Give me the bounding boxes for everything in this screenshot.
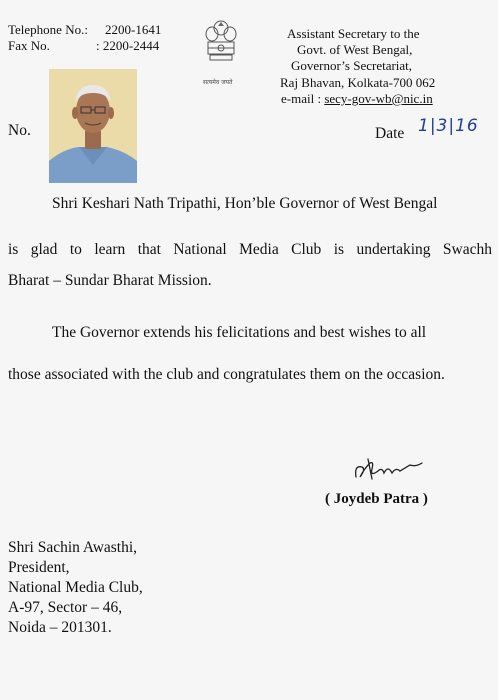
para1-line1: Shri Keshari Nath Tripathi, Hon’ble Governor of West Bengal [52,195,438,212]
word: National [173,241,227,258]
emblem-caption: सत्यमेव जयते [203,79,233,86]
date-label: Date [375,125,405,142]
word: undertaking [356,241,431,258]
word: Swachh [442,241,492,258]
national-emblem-icon [202,18,240,84]
word: learn [94,241,126,258]
word: Media [239,241,279,258]
recipient-line-2: President, [8,559,70,576]
word: to [69,241,82,258]
reference-no-label: No. [8,122,31,139]
telephone-value: 2200-1641 [105,22,162,37]
fax-label: Fax No. [8,38,50,53]
telephone-label: Telephone No.: [8,22,88,37]
para2-line1: The Governor extends his felicitations and best wishes to all [52,324,427,341]
email-label: e-mail : [281,91,325,106]
para1-line2 [8,240,492,260]
word: that [137,241,161,258]
recipient-line-1: Shri Sachin Awasthi, [8,539,138,556]
word: glad [30,241,58,258]
word: is [333,241,345,258]
fax-value: : 2200-2444 [96,38,160,53]
date-value: 1|3|16 [418,116,479,136]
address-line-3: Governor’s Secretariat, [291,58,413,73]
address-line-1: Assistant Secretary to the [287,26,420,41]
word: is [8,241,19,258]
signatory-name: ( Joydeb Patra ) [325,491,428,507]
recipient-line-4: A-97, Sector – 46, [8,599,123,616]
email-line [281,91,433,107]
email-link[interactable]: secy-gov-wb@nic.in [324,91,433,106]
word: Club [291,241,322,258]
recipient-line-5: Noida – 201301. [8,619,112,636]
signature [352,455,432,485]
governor-portrait [49,69,137,183]
recipient-line-3: National Media Club, [8,579,143,596]
para2-line2: those associated with the club and congratulates them on the occasion. [8,366,445,383]
address-line-2: Govt. of West Bengal, [297,42,413,57]
para1-line3: Bharat – Sundar Bharat Mission. [8,272,212,289]
address-line-4: Raj Bhavan, Kolkata-700 062 [280,75,436,90]
